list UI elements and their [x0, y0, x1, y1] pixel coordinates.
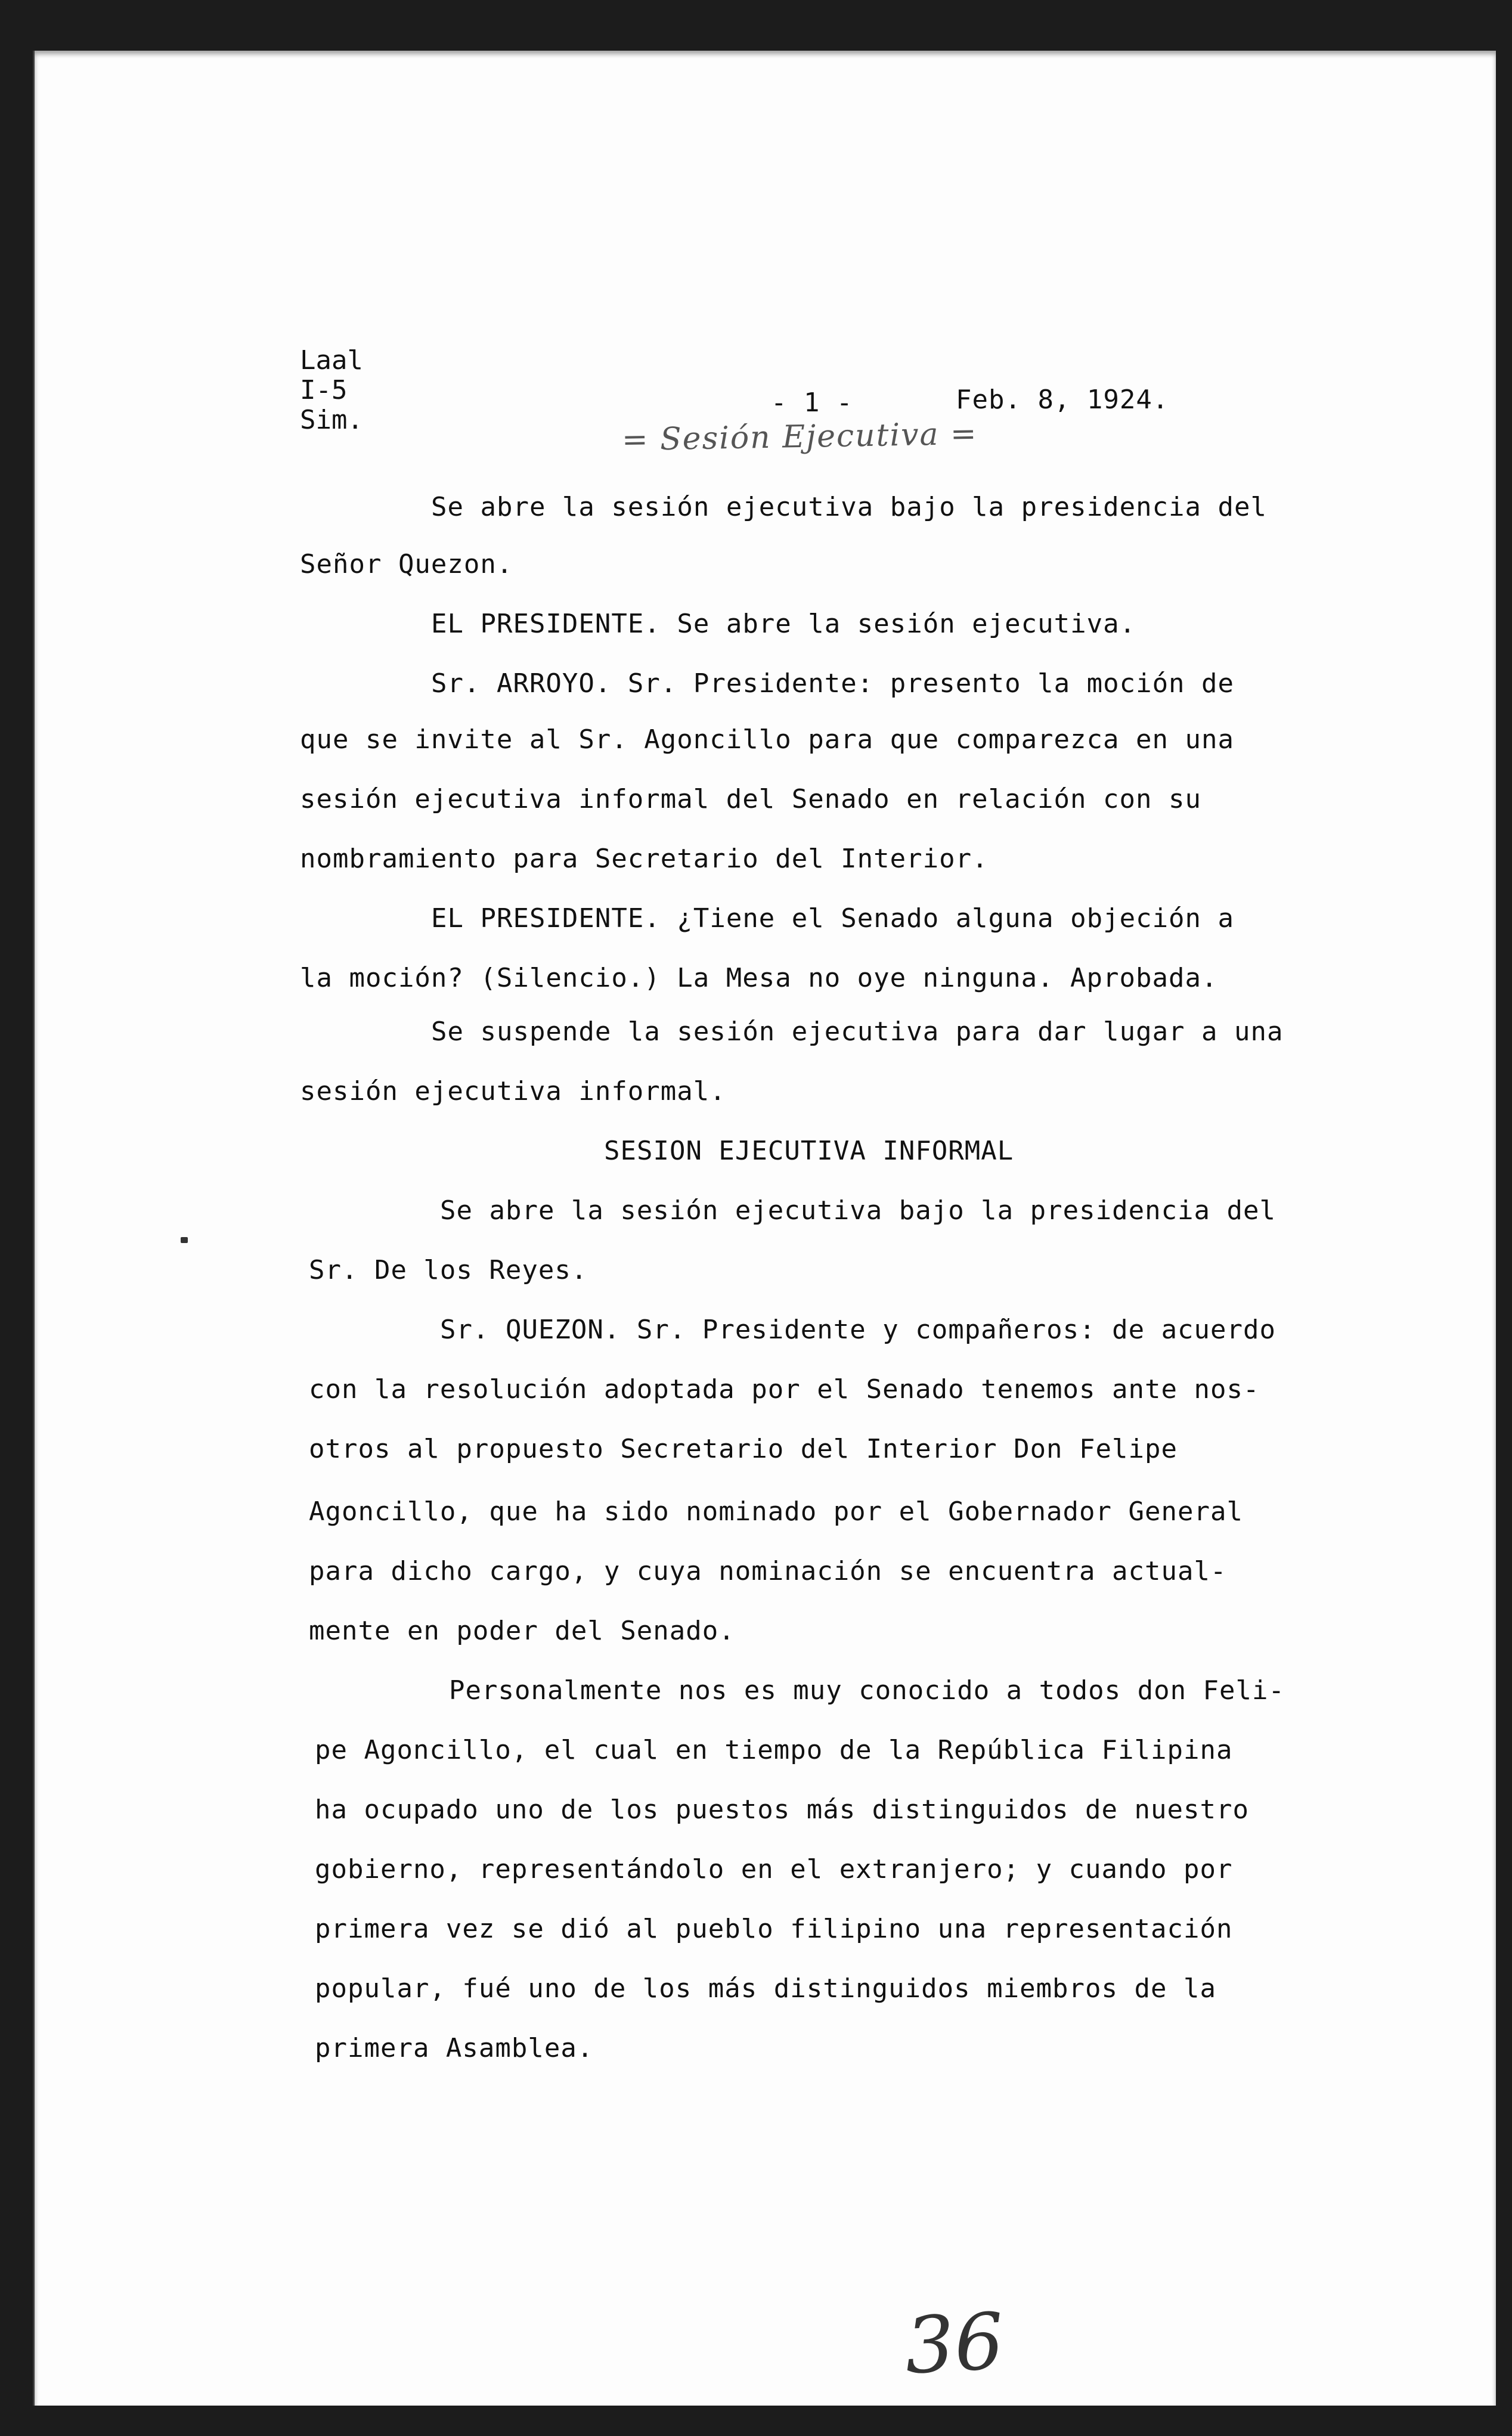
body-line: pe Agoncillo, el cual en tiempo de la República Filipina — [315, 1735, 1233, 1765]
handwritten-annotation: = Sesión Ejecutiva = — [621, 416, 978, 458]
body-line: sesión ejecutiva informal. — [300, 1076, 726, 1107]
body-line: Personalmente nos es muy conocido a todos don Feli- — [449, 1675, 1285, 1706]
body-line: EL PRESIDENTE. Se abre la sesión ejecutiva. — [431, 609, 1136, 639]
body-line: Sr. ARROYO. Sr. Presidente: presento la moción de — [431, 668, 1235, 699]
body-line: EL PRESIDENTE. ¿Tiene el Senado alguna objeción a — [431, 903, 1235, 934]
section-heading: SESION EJECUTIVA INFORMAL — [604, 1136, 1014, 1166]
header-code-3: Sim. — [300, 405, 363, 435]
body-line: Se suspende la sesión ejecutiva para dar lugar a una — [431, 1016, 1284, 1047]
body-line: nombramiento para Secretario del Interior. — [300, 844, 989, 874]
body-line: primera Asamblea. — [315, 2033, 594, 2063]
body-line: primera vez se dió al pueblo filipino una representación — [315, 1914, 1233, 1944]
folio-number: 36 — [903, 2295, 1006, 2392]
margin-mark — [181, 1237, 188, 1243]
header-code-1: Laal — [300, 345, 363, 376]
body-line: ha ocupado uno de los puestos más distinguidos de nuestro — [315, 1795, 1249, 1825]
body-line: Sr. De los Reyes. — [309, 1255, 588, 1285]
body-line: otros al propuesto Secretario del Interior Don Felipe — [309, 1434, 1178, 1464]
body-line: que se invite al Sr. Agoncillo para que comparezca en una — [300, 724, 1234, 755]
body-line: popular, fué uno de los más distinguidos miembros de la — [315, 1973, 1216, 2004]
body-line: sesión ejecutiva informal del Senado en relación con su — [300, 784, 1201, 814]
body-line: Sr. QUEZON. Sr. Presidente y compañeros: de acuerdo — [440, 1315, 1276, 1345]
document-date: Feb. 8, 1924. — [956, 385, 1169, 415]
body-line: mente en poder del Senado. — [309, 1616, 735, 1646]
body-line: Señor Quezon. — [300, 549, 513, 579]
page-number: - 1 - — [771, 388, 853, 418]
body-line: Se abre la sesión ejecutiva bajo la presidencia del — [440, 1195, 1276, 1226]
header-codes — [300, 346, 363, 435]
body-line: Se abre la sesión ejecutiva bajo la presidencia del — [431, 492, 1268, 522]
body-line: para dicho cargo, y cuya nominación se encuentra actual- — [309, 1556, 1227, 1586]
body-line: la moción? (Silencio.) La Mesa no oye ninguna. Aprobada. — [300, 963, 1218, 993]
body-line: gobierno, representándolo en el extranjero; y cuando por — [315, 1854, 1233, 1885]
header-code-2: I-5 — [300, 375, 348, 405]
body-line: Agoncillo, que ha sido nominado por el Gobernador General — [309, 1496, 1243, 1527]
document-page — [33, 51, 1496, 2406]
body-line: con la resolución adoptada por el Senado tenemos ante nos- — [309, 1374, 1260, 1405]
